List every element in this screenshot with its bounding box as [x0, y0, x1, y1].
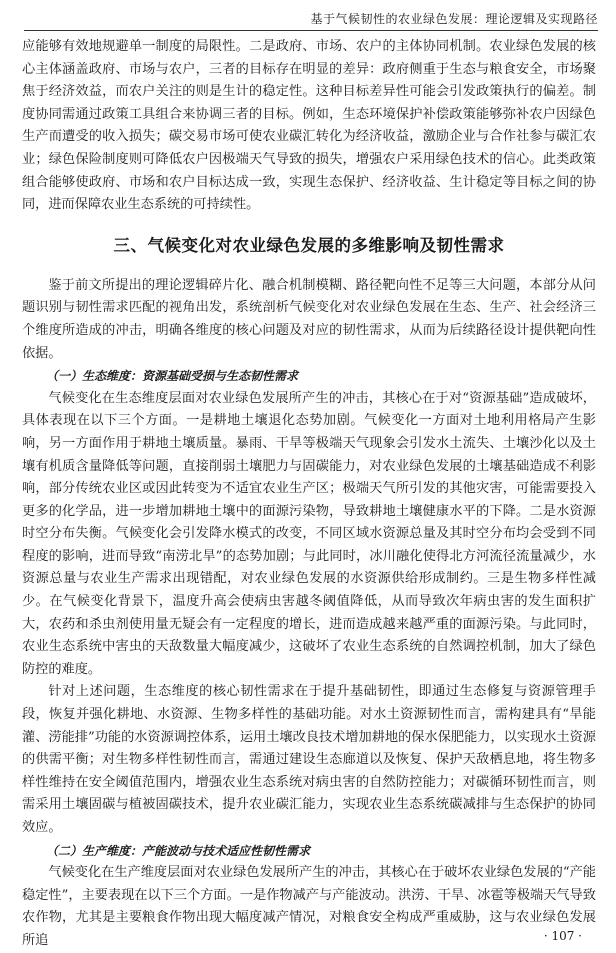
paragraph-ecology-resilience: 针对上述问题，生态维度的核心韧性需求在于提升基础韧性，即通过生态修复与资源管理手段，恢复并强化耕地、水资源、生物多样性的基础功能。对水土资源韧性而言，需构建具有“旱能灌、涝能排”功能的水资源调控体系，运用土壤改良技术增加耕地的保水保肥能力，以实现水土资源的供需平衡；对生物多样性韧性而言，需通过建设生态廊道以及恢复、保护天敌栖息地，将生物多样性维持在安全阈值范围内，增强农业生态系统对病虫害的自然防控能力；对碳循环韧性而言，则需采用土壤固碳与植被固碳技术，提升农业碳汇能力，实现农业生态系统碳减排与生态保护的协同效应。 [22, 684, 596, 835]
running-header-title: 基于气候韧性的农业绿色发展：理论逻辑及实现路径 [310, 12, 598, 26]
running-header [24, 8, 598, 31]
paragraph-production-impact: 气候变化在生产维度层面对农业绿色发展所产生的冲击，其核心在于破坏农业绿色发展的“产能稳定性”，主要表现在以下三个方面。一是作物减产与产能波动。洪涝、干旱、冰雹等极端天气导致农作物，尤其是主要粮食作物出现大幅度减产情况，对粮食安全构成严重威胁，这与农业绿色发展所追 [22, 865, 596, 948]
subsection-heading-production: （二）生产维度：产能波动与技术适应性韧性需求 [46, 843, 311, 858]
subsection-heading-ecology: （一）生态维度：资源基础受损与生态韧性需求 [46, 369, 299, 384]
paragraph-ecology-impact: 气候变化在生态维度层面对农业绿色发展所产生的冲击，其核心在于对“资源基础”造成破坏，具体表现在以下三个方面。一是耕地土壤退化态势加剧。气候变化一方面对土地利用格局产生影响，另一方面作用于耕地土壤质量。暴雨、干旱等极端天气现象会引发水土流失、土壤沙化以及土壤有机质含量降低等问题，直接削弱土壤肥力与固碳能力，对农业绿色发展的土壤基础造成不利影响，部分传统农业区或因此转变为不适宜农业生产区；极端天气所引发的其他灾害，可能需要投入更多的化学品，进一步增加耕地土壤中的面源污染物，导致耕地土壤健康水平的下降。二是水资源时空分布失衡。气候变化会引发降水模式的改变，不同区域水资源总量及其时空分布均会受到不同程度的影响，进而导致“南涝北旱”的态势加剧；与此同时，冰川融化使得北方河流径流量减少，水资源总量与农业生产需求出现错配，对农业绿色发展的水资源供给形成制约。三是生物多样性减少。在气候变化背景下，温度升高会使病虫害越冬阈值降低，从而导致次年病虫害的发生面积扩大，农药和杀虫剂使用量无疑会有一定程度的增长，进而造成越来越严重的面源污染。与此同时，农业生态系统中害虫的天敌数量大幅度减少，这破坏了农业生态系统的自然调控机制，加大了绿色防控的难度。 [22, 390, 596, 677]
paragraph-continued: 应能够有效地规避单一制度的局限性。二是政府、市场、农户的主体协同机制。农业绿色发展的核心主体涵盖政府、市场与农户，三者的目标存在明显的差异：政府侧重于生态与粮食安全，市场聚焦于经济效益，而农户关注的则是生计的稳定性。这种目标差异性可能会引发政策执行的偏差。制度协同需通过政策工具组合来协调三者的目标。例如，生态环境保护补偿政策能够弥补农户因绿色生产而遭受的收入损失；碳交易市场可使农业碳汇转化为经济收益，激励企业与合作社参与碳汇农业；绿色保险制度则可降低农户因极端天气导致的损失，增强农户采用绿色技术的信心。此类政策组合能够使政府、市场和农户目标达成一致，实现生态保护、经济收益、生计稳定等目标之间的协同，进而保障农业生态系统的可持续性。 [22, 39, 596, 213]
section-heading: 三、气候变化对农业绿色发展的多维影响及韧性需求 [113, 235, 505, 255]
page-number: · 107 · [543, 929, 582, 943]
article-body [22, 36, 596, 953]
paragraph-section-intro: 鉴于前文所提出的理论逻辑碎片化、融合机制模糊、路径靶向性不足等三大问题，本部分从问题识别与韧性需求匹配的视角出发，系统剖析气候变化对农业绿色发展在生态、生产、社会经济三个维度所造成的冲击，明确各维度的核心问题及对应的韧性需求，从而为后续路径设计提供靶向性依据。 [22, 277, 596, 361]
